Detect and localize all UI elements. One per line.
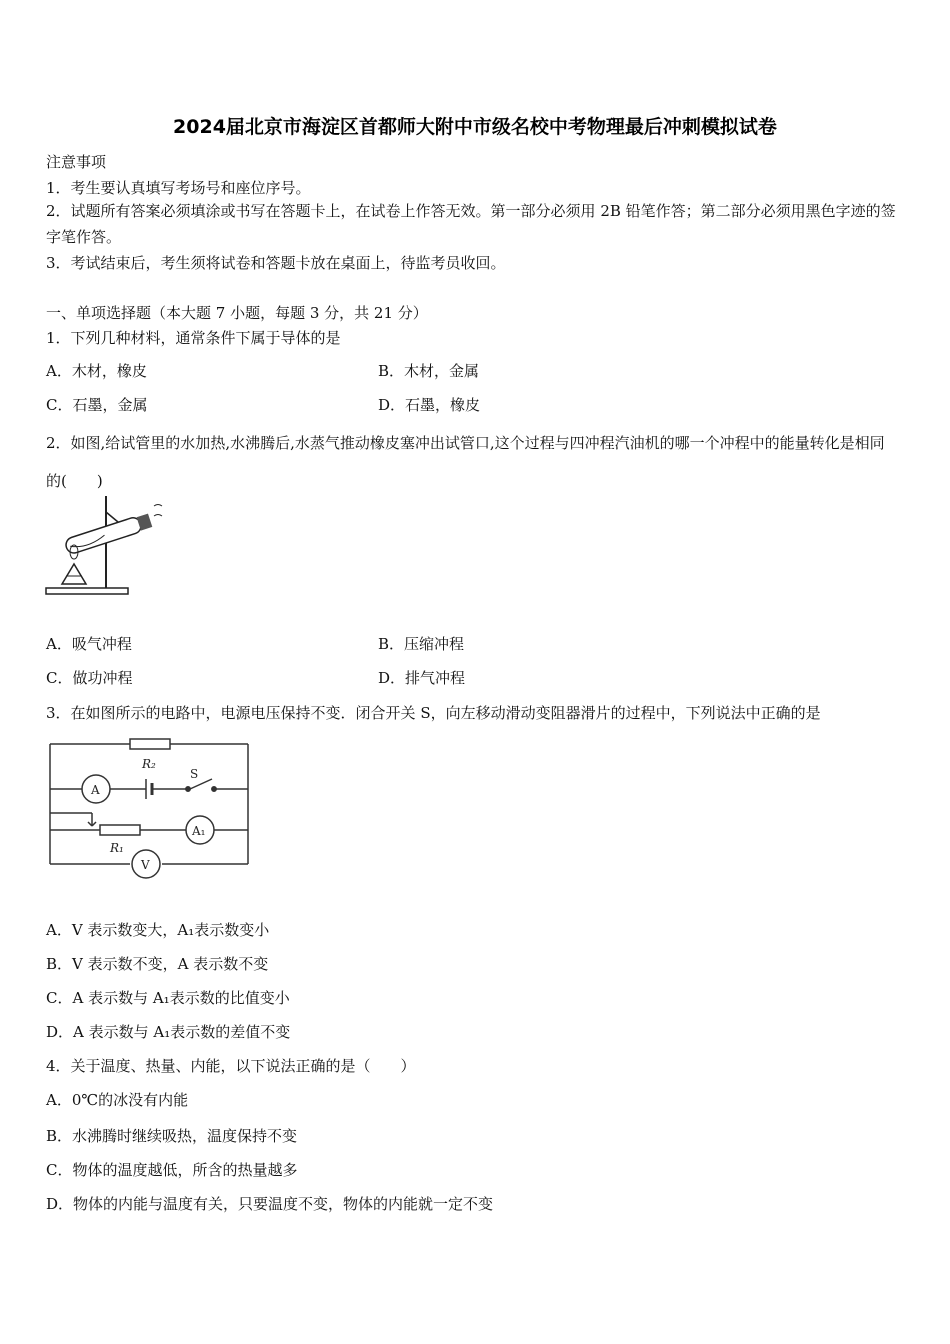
label-voltmeter: V (141, 858, 150, 872)
q3-stem: 3．在如图所示的电路中，电源电压保持不变．闭合开关 S，向左移动滑动变阻器滑片的过程中，下列说法中正确的是 (46, 704, 821, 722)
page-title: 2024届北京市海淀区首都师大附中市级名校中考物理最后冲刺模拟试卷 (173, 116, 777, 138)
q3-option-a: A．V 表示数变大，A₁表示数变小 (46, 921, 270, 939)
q1-option-b: B．木材，金属 (378, 362, 480, 380)
q2-option-d: D．排气冲程 (378, 669, 466, 687)
q2-option-b: B．压缩冲程 (378, 635, 465, 653)
q4-option-d: D．物体的内能与温度有关，只要温度不变，物体的内能就一定不变 (46, 1195, 494, 1213)
notice-item-3: 3．考试结束后，考生须将试卷和答题卡放在桌面上，待监考员收回。 (46, 254, 506, 272)
circuit-diagram-figure (46, 734, 256, 884)
q2-stem: 2．如图,给试管里的水加热,水沸腾后,水蒸气推动橡皮塞冲出试管口,这个过程与四冲程汽油机的哪一个冲程中的能量转化是相同的( ) (46, 434, 885, 490)
q1-option-c: C．石墨，金属 (46, 396, 148, 414)
label-r2: R₂ (142, 757, 156, 771)
section-heading: 一、单项选择题（本大题 7 小题，每题 3 分，共 21 分） (46, 304, 428, 322)
q4-stem: 4．关于温度、热量、内能，以下说法正确的是（ ） (46, 1057, 416, 1075)
label-switch: S (190, 767, 199, 781)
q4-option-c: C．物体的温度越低，所含的热量越多 (46, 1161, 298, 1179)
q4-option-a: A．0℃的冰没有内能 (46, 1091, 189, 1109)
notice-heading: 注意事项 (46, 153, 107, 171)
notice-item-2: 2．试题所有答案必须填涂或书写在答题卡上，在试卷上作答无效。第一部分必须用 2B 铅笔作答；第二部分必须用黑色字迹的签字笔作答。 (46, 202, 896, 246)
q2-option-a: A．吸气冲程 (46, 635, 132, 653)
label-r1: R₁ (110, 841, 124, 855)
test-tube-apparatus-figure (44, 492, 164, 600)
q4-option-b: B．水沸腾时继续吸热，温度保持不变 (46, 1127, 298, 1145)
q3-option-c: C．A 表示数与 A₁表示数的比值变小 (46, 989, 290, 1007)
q3-option-d: D．A 表示数与 A₁表示数的差值不变 (46, 1023, 291, 1041)
q1-stem: 1．下列几种材料，通常条件下属于导体的是 (46, 329, 341, 347)
label-ammeter-1: A₁ (192, 824, 206, 838)
label-ammeter: A (91, 783, 100, 797)
q2-option-c: C．做功冲程 (46, 669, 133, 687)
q1-option-d: D．石墨，橡皮 (378, 396, 481, 414)
notice-item-1: 1．考生要认真填写考场号和座位序号。 (46, 179, 311, 197)
q1-option-a: A．木材，橡皮 (46, 362, 147, 380)
q3-option-b: B．V 表示数不变，A 表示数不变 (46, 955, 269, 973)
